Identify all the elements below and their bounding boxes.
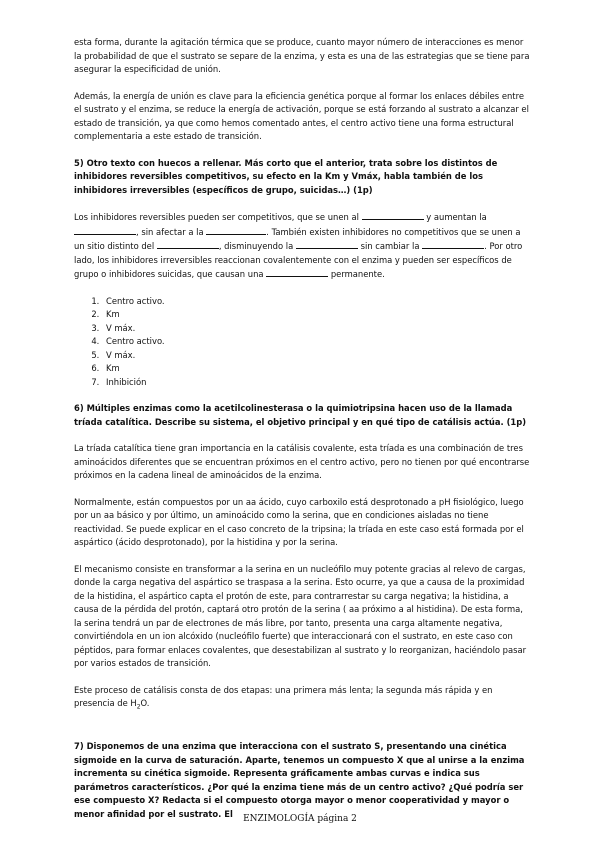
blank-6 [422,239,484,249]
fill-text-4: . También existen inhibidores no competitivos que se unen a un sitio distinto del [74,226,521,251]
paragraph-binding-energy: Además, la energía de unión es clave para la eficiencia genética porque al formar los enlaces débiles entre el sustrato y el enzima, se reduce la energía de activación, porque se está forzando al sustrato a alcanzar el estado de transición, ya que como hemos comentado antes, el centro activo tiene una forma estructural complementaria a este estado de transición. [74,90,529,141]
blank-4 [157,239,219,249]
fill-text-6: sin cambiar la [360,241,420,251]
fill-text-7: . Por otro lado, los inhibidores irreversibles reaccionan covalentemente con el enzima y pueden ser específicos de grupo o inhibidores suicidas, que causan una [74,241,523,279]
fill-text-3: , sin afectar a la [136,226,204,237]
blank-2 [74,225,136,235]
blank-7 [266,267,328,277]
paragraph-energy-binding: esta forma, durante la agitación térmica que se produce, cuanto mayor número de interacciones es menor la probabilidad de que el sustrato se separe de la enzima, y esta es una de las estrategias que se tiene para asegurar la especificidad de unión. [74,37,530,74]
answers-list [74,295,532,390]
subscript: 2 [136,703,141,711]
list-item: 2. Km [102,308,532,322]
fill-in-paragraph [74,210,532,282]
list-item: 4. Centro activo. [102,335,532,349]
list-item: 1. Centro activo. [102,295,532,309]
paragraph-stages [74,684,532,715]
stages-text-end: O. [140,698,150,708]
list-item: 3. V máx. [102,322,532,336]
page-content [74,36,532,821]
paragraph-triad: La tríada catalítica tiene gran importancia en la catálisis covalente, esta tríada es una combinación de tres aminoácidos diferentes que se encuentran próximos en el centro activo, pero no tienen por qué encontrarse próximos en la cadena lineal de aminoácidos de la enzima. [74,443,530,480]
list-item: 7. Inhibición [102,376,532,390]
fill-text-1: Los inhibidores reversibles pueden ser competitivos, que se unen al [74,212,359,222]
list-item: 5. V máx. [102,349,532,363]
stages-text: Este proceso de catálisis consta de dos etapas: una primera más lenta; la segunda más rápida y en presencia de H [74,684,493,708]
paragraph-composition: Normalmente, están compuestos por un aa ácido, cuyo carboxilo está desprotonado a pH fisiológico, luego por un aa básico y por último, un aminoácido como la serina, que en condiciones aisladas no tiene reactividad. Se puede explicar en el caso concreto de la tripsina; la tríada en este caso está formada por el aspártico (ácido desprotonado), por la histidina y por la serina. [74,496,524,547]
page-footer: ENZIMOLOGÍA página 2 [243,814,357,824]
blank-1 [362,210,424,220]
blank-5 [296,239,358,249]
list-item: 6. Km [102,362,532,376]
blank-3 [206,225,266,235]
question-5: 5) Otro texto con huecos a rellenar. Más corto que el anterior, trata sobre los distintos de inhibidores reversibles competitivos, su efecto en la Km y Vmáx, habla también de los inhibidores irreversibles (específicos de grupo, suicidas…) (1p) [74,157,498,195]
paragraph-mechanism: El mecanismo consiste en transformar a la serina en un nucleófilo muy potente gracias al relevo de cargas, donde la carga negativa del aspártico se traspasa a la serina. Esto ocurre, ya que a causa de la proximidad de la histidina, el aspártico capta el protón de este, para contrarrestar su carga negativa; la histidina, a causa de la pérdida del protón, captará otro protón de la serina ( aa próximo a al histidina). De esta forma, la serina tendrá un par de electrones de más libre, por tanto, presenta una carga altamente negativa, convirtiéndola en un ion alcóxido (nucleófilo fuerte) que interaccionará con el sustrato, en este caso con péptidos, para formar enlaces covalentes, que desestabilizan al sustrato y lo reorganizan, haciéndolo pasar por varios estados de transición. [74,563,527,668]
question-7: 7) Disponemos de una enzima que interacciona con el sustrato S, presentando una cinética sigmoide en la curva de saturación. Aparte, tenemos un compuesto X que al unirse a la enzima incrementa su cinética sigmoide. Representa gráficamente ambas curvas e indica sus parámetros característicos. ¿Por qué la enzima tiene más de un centro activo? ¿Qué podría ser ese compuesto X? Redacta si el compuesto otorga mayor o menor cooperatividad y mayor o menor afinidad por el sustrato. El [74,741,525,819]
fill-text-2: y aumentan la [426,212,487,222]
fill-text-5: , disminuyendo la [218,241,294,251]
question-6: 6) Múltiples enzimas como la acetilcolinesterasa o la quimiotripsina hacen uso de la llamada tríada catalítica. Describe su sistema, el objetivo principal y en qué tipo de catálisis actúa. (1p) [74,403,527,427]
fill-text-8: permanente. [330,269,385,279]
